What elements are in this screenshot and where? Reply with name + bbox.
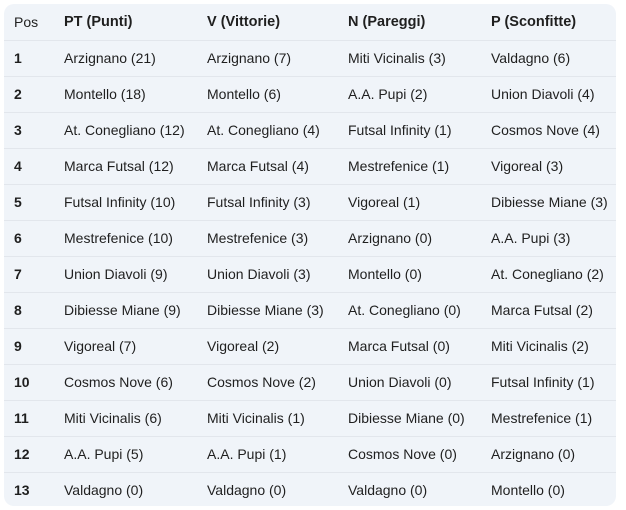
table-row (4, 148, 616, 184)
cell-wins: Vigoreal (2) (197, 328, 338, 364)
cell-draws: Cosmos Nove (0) (338, 436, 481, 472)
cell-points: Dibiesse Miane (9) (54, 292, 197, 328)
cell-points: Valdagno (0) (54, 472, 197, 508)
header-losses: P (Sconfitte) (481, 4, 616, 40)
cell-pos: 5 (4, 184, 54, 220)
cell-points: Cosmos Nove (6) (54, 364, 197, 400)
table-row (4, 112, 616, 148)
cell-pos: 9 (4, 328, 54, 364)
cell-losses: Mestrefenice (1) (481, 400, 616, 436)
cell-pos: 6 (4, 220, 54, 256)
cell-losses: At. Conegliano (2) (481, 256, 616, 292)
cell-losses: Valdagno (6) (491, 50, 571, 66)
cell-wins: Miti Vicinalis (1) (197, 400, 338, 436)
cell-wins: Montello (6) (197, 76, 338, 112)
cell-losses: Vigoreal (3) (481, 148, 616, 184)
cell-losses: Marca Futsal (2) (481, 292, 616, 328)
cell-draws: Arzignano (0) (338, 220, 481, 256)
table-row (4, 40, 616, 76)
cell-pos: 3 (4, 112, 54, 148)
table-row (4, 256, 616, 292)
table-row (4, 76, 616, 112)
cell-draws: Vigoreal (1) (338, 184, 481, 220)
cell-points: Mestrefenice (10) (54, 220, 197, 256)
cell-wins: Valdagno (0) (197, 472, 338, 508)
cell-wins: Futsal Infinity (3) (197, 184, 338, 220)
cell-draws: At. Conegliano (0) (338, 292, 481, 328)
cell-points: Montello (18) (54, 76, 197, 112)
cell-wins: Mestrefenice (3) (197, 220, 338, 256)
cell-losses: Dibiesse Miane (3) (481, 184, 616, 220)
cell-wins: Cosmos Nove (2) (197, 364, 338, 400)
header-wins: V (Vittorie) (197, 4, 338, 40)
table-row (4, 400, 616, 436)
cell-pos: 1 (14, 50, 22, 66)
cell-points: Miti Vicinalis (6) (54, 400, 197, 436)
cell-losses: Arzignano (0) (481, 436, 616, 472)
table-row (4, 328, 616, 364)
cell-pos: 11 (4, 400, 54, 436)
cell-draws: Futsal Infinity (1) (338, 112, 481, 148)
cell-pos: 4 (4, 148, 54, 184)
cell-points: Union Diavoli (9) (54, 256, 197, 292)
header-points: PT (Punti) (54, 4, 197, 40)
cell-pos: 10 (4, 364, 54, 400)
cell-pos: 12 (4, 436, 54, 472)
table-header (4, 4, 616, 40)
cell-points: At. Conegliano (12) (54, 112, 197, 148)
cell-draws: Valdagno (0) (338, 472, 481, 508)
cell-wins: Arzignano (7) (207, 50, 292, 66)
cell-draws: Dibiesse Miane (0) (338, 400, 481, 436)
cell-points: Futsal Infinity (10) (54, 184, 197, 220)
cell-points: Marca Futsal (12) (54, 148, 197, 184)
cell-losses: Cosmos Nove (4) (481, 112, 616, 148)
table-row (4, 220, 616, 256)
cell-losses: Miti Vicinalis (2) (481, 328, 616, 364)
cell-points: Vigoreal (7) (54, 328, 197, 364)
cell-losses: Union Diavoli (4) (481, 76, 616, 112)
cell-wins: Union Diavoli (3) (197, 256, 338, 292)
cell-draws: Montello (0) (338, 256, 481, 292)
header-draws: N (Pareggi) (338, 4, 481, 40)
table-row (4, 364, 616, 400)
cell-losses: Futsal Infinity (1) (481, 364, 616, 400)
table-row (4, 184, 616, 220)
cell-draws: Miti Vicinalis (3) (348, 50, 446, 66)
header-pos: Pos (4, 4, 54, 40)
cell-wins: Marca Futsal (4) (197, 148, 338, 184)
cell-draws: A.A. Pupi (2) (338, 76, 481, 112)
table-row (4, 436, 616, 472)
cell-pos: 7 (4, 256, 54, 292)
cell-pos: 2 (4, 76, 54, 112)
standings-table-container (4, 4, 616, 506)
cell-wins: At. Conegliano (4) (197, 112, 338, 148)
cell-losses: Montello (0) (481, 472, 616, 508)
cell-pos: 13 (4, 472, 54, 508)
cell-draws: Marca Futsal (0) (338, 328, 481, 364)
cell-wins: A.A. Pupi (1) (197, 436, 338, 472)
table-row (4, 472, 616, 508)
cell-pos: 8 (4, 292, 54, 328)
cell-losses: A.A. Pupi (3) (481, 220, 616, 256)
cell-wins: Dibiesse Miane (3) (197, 292, 338, 328)
table-row (4, 292, 616, 328)
cell-draws: Mestrefenice (1) (338, 148, 481, 184)
cell-points: Arzignano (21) (64, 50, 156, 66)
cell-draws: Union Diavoli (0) (338, 364, 481, 400)
header-row (4, 4, 616, 40)
cell-points: A.A. Pupi (5) (54, 436, 197, 472)
table-body (4, 40, 616, 508)
standings-table (4, 4, 616, 508)
